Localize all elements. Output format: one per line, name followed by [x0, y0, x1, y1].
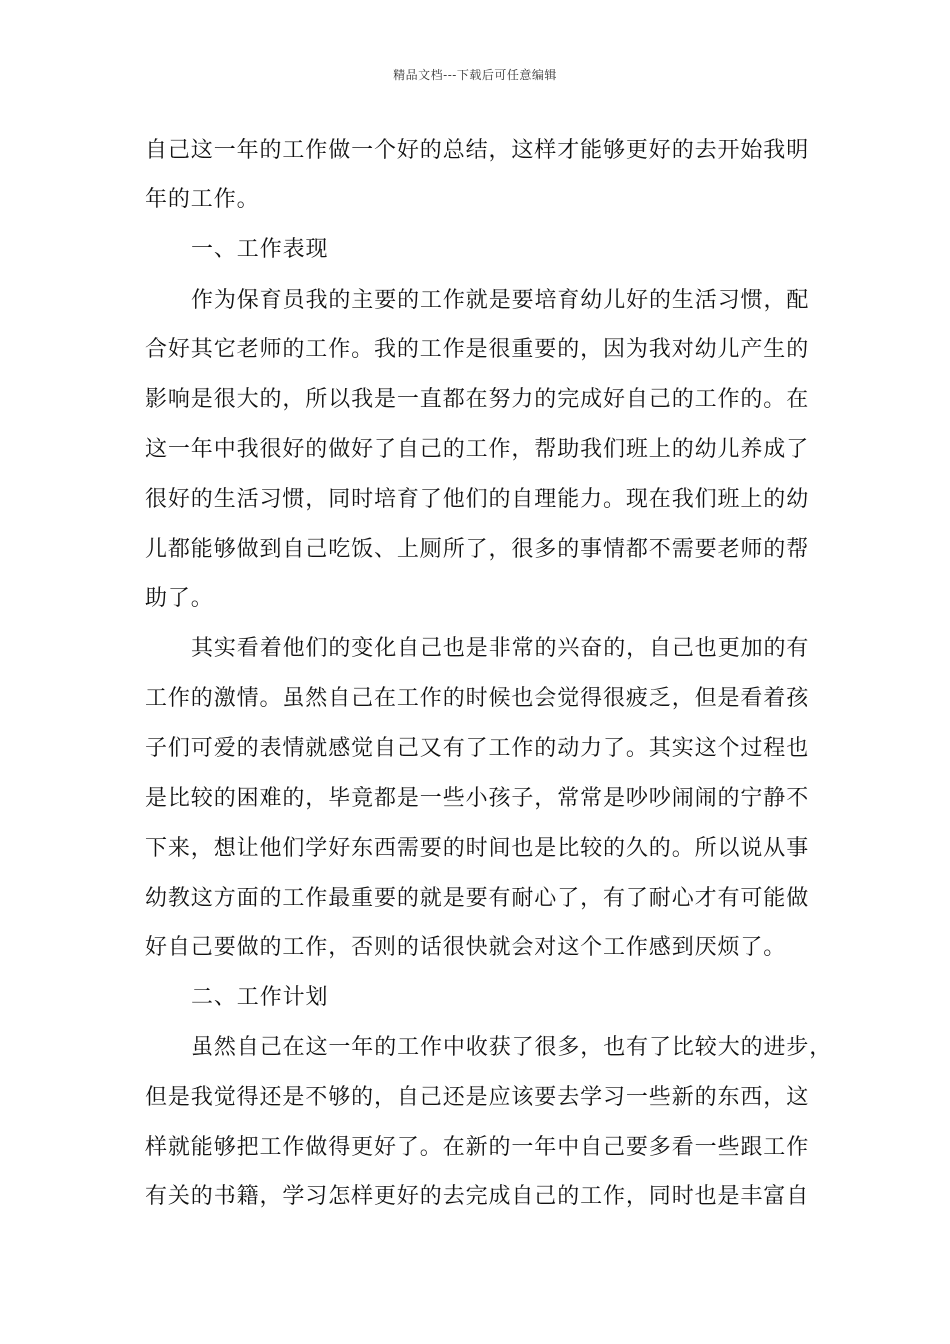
body-line: 子们可爱的表情就感觉自己又有了工作的动力了。其实这个过程也 — [145, 736, 810, 761]
body-line: 工作的激情。虽然自己在工作的时候也会觉得很疲乏，但是看着孩 — [145, 686, 810, 711]
body-line: 有关的书籍，学习怎样更好的去完成自己的工作，同时也是丰富自 — [145, 1184, 810, 1209]
body-line: 好自己要做的工作，否则的话很快就会对这个工作感到厌烦了。 — [145, 935, 787, 960]
body-line: 下来，想让他们学好东西需要的时间也是比较的久的。所以说从事 — [145, 836, 810, 861]
body-line: 年的工作。 — [145, 187, 260, 212]
body-line: 这一年中我很好的做好了自己的工作，帮助我们班上的幼儿养成了 — [145, 437, 810, 462]
body-line: 其实看着他们的变化自己也是非常的兴奋的，自己也更加的有 — [191, 636, 810, 661]
body-line: 儿都能够做到自己吃饭、上厕所了，很多的事情都不需要老师的帮 — [145, 537, 810, 562]
body-line: 合好其它老师的工作。我的工作是很重要的，因为我对幼儿产生的 — [145, 337, 810, 362]
body-line: 但是我觉得还是不够的，自己还是应该要去学习一些新的东西，这 — [145, 1085, 810, 1110]
body-line: 样就能够把工作做得更好了。在新的一年中自己要多看一些跟工作 — [145, 1135, 810, 1160]
section-heading: 一、工作表现 — [191, 237, 329, 262]
body-line: 作为保育员我的主要的工作就是要培育幼儿好的生活习惯，配 — [191, 288, 810, 313]
section-heading: 二、工作计划 — [191, 985, 329, 1010]
body-line: 是比较的困难的，毕竟都是一些小孩子，常常是吵吵闹闹的宁静不 — [145, 786, 810, 811]
body-line: 助了。 — [145, 586, 214, 611]
body-line: 幼教这方面的工作最重要的就是要有耐心了，有了耐心才有可能做 — [145, 886, 810, 911]
body-line: 很好的生活习惯，同时培育了他们的自理能力。现在我们班上的幼 — [145, 487, 810, 512]
body-line: 自己这一年的工作做一个好的总结，这样才能够更好的去开始我明 — [145, 138, 810, 163]
body-line: 虽然自己在这一年的工作中收获了很多，也有了比较大的进步， — [191, 1035, 833, 1060]
page-header: 精品文档---下载后可任意编辑 — [393, 68, 557, 82]
body-line: 影响是很大的，所以我是一直都在努力的完成好自己的工作的。在 — [145, 387, 810, 412]
